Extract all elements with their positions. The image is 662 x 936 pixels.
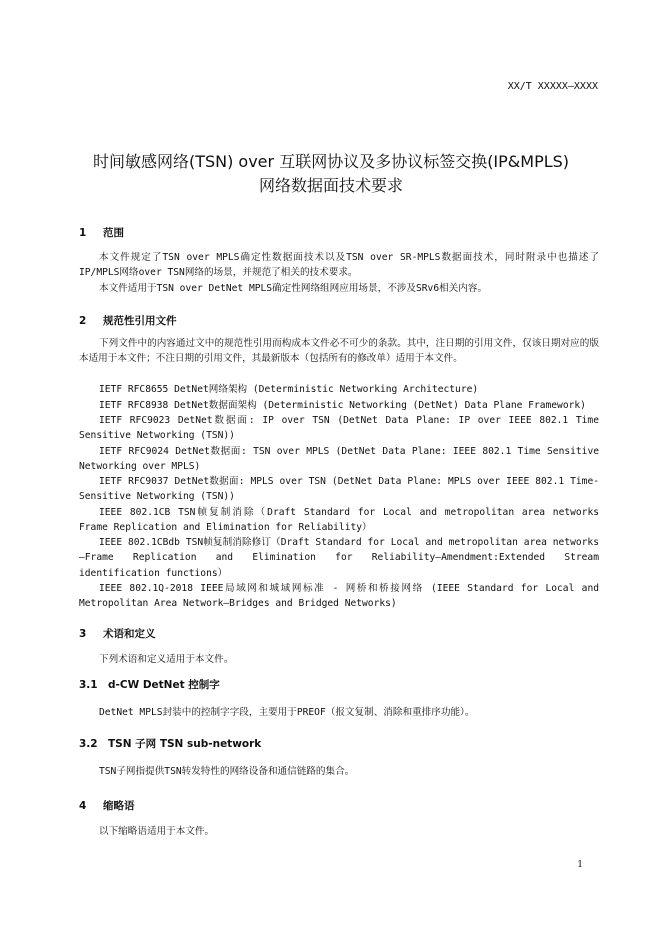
section-number: 3: [79, 628, 87, 640]
section-4-intro: 以下缩略语适用于本文件。: [99, 826, 215, 837]
reference-item: IETF RFC8938 DetNet数据面架构 (Deterministic Networking (DetNet) Data Plane Framework): [99, 400, 586, 411]
reference-item: IETF RFC9037 DetNet数据面: MPLS over TSN (DetNet Data Plane: MPLS over IEEE 802.1 Time-Sensitive Networking (TSN)): [79, 476, 599, 503]
term-title: d-CW DetNet 控制字: [108, 679, 220, 691]
section-number: 4: [79, 800, 87, 812]
section-4-heading: [79, 798, 135, 813]
section-2-intro: 下列文件中的内容通过文中的规范性引用而构成本文件必不可少的条款。其中，注日期的引用文件，仅该日期对应的版本适用于本文件；不注日期的引用文件，其最新版本（包括所有的修改单）适用于本文件。: [79, 338, 599, 365]
reference-item: IETF RFC9023 DetNet数据面: IP over TSN (DetNet Data Plane: IP over IEEE 802.1 Time Sensitive Networking (TSN)): [79, 415, 599, 442]
section-3-intro: 下列术语和定义适用于本文件。: [99, 654, 234, 665]
section-title: 缩略语: [103, 800, 135, 812]
reference-item: IETF RFC8655 DetNet网络架构 (Deterministic Networking Architecture): [99, 384, 479, 395]
term-3-1-heading: [79, 677, 220, 692]
document-title-line-2: 网络数据面技术要求: [258, 176, 403, 195]
section-number: 2: [79, 315, 87, 327]
section-title: 术语和定义: [103, 628, 156, 640]
term-3-1-definition: DetNet MPLS封装中的控制字字段，主要用于PREOF（报文复制、消除和重排序功能）。: [99, 707, 475, 718]
reference-item: IEEE 802.1CB TSN帧复制消除（Draft Standard for Local and metropolitan area networks Frame Replication and Elimination for Reliability）: [79, 507, 599, 534]
term-number: 3.1: [79, 679, 98, 691]
document-title-line-1: 时间敏感网络(TSN) over 互联网协议及多协议标签交换(IP&MPLS): [92, 152, 570, 171]
page-number: 1: [577, 860, 583, 870]
section-1-paragraph-1: 本文件规定了TSN over MPLS确定性数据面技术以及TSN over SR-MPLS数据面技术，同时附录中也描述了IP/MPLS网络over TSN网络的场景，并规范了相关的技术要求。: [79, 252, 599, 279]
section-2-heading: [79, 313, 177, 328]
term-title: TSN 子网 TSN sub-network: [108, 738, 262, 750]
reference-item: IEEE 802.1CBdb TSN帧复制消除修订（Draft Standard for Local and metropolitan area networks —Frame Replication and Elimination for Reliability—Amendment:Extended Stream identification functions）: [79, 537, 599, 579]
term-3-2-definition: TSN子网指提供TSN转发特性的网络设备和通信链路的集合。: [99, 766, 355, 777]
section-title: 范围: [103, 227, 124, 239]
section-number: 1: [79, 227, 87, 239]
section-1-heading: [79, 225, 124, 240]
section-3-heading: [79, 626, 156, 641]
reference-item: IETF RFC9024 DetNet数据面: TSN over MPLS (DetNet Data Plane: IEEE 802.1 Time Sensitive Networking over MPLS): [79, 446, 599, 473]
standard-id: XX/T XXXXX—XXXX: [507, 81, 598, 92]
section-1-paragraph-2: 本文件适用于TSN over DetNet MPLS确定性网络组网应用场景，不涉及SRv6相关内容。: [99, 283, 488, 294]
section-title: 规范性引用文件: [103, 315, 177, 327]
reference-item: IEEE 802.1Q-2018 IEEE局域网和城域网标准 - 网桥和桥接网络 (IEEE Standard for Local and Metropolitan Area Network—Bridges and Bridged Networks): [79, 583, 599, 610]
term-3-2-heading: [79, 736, 261, 751]
term-number: 3.2: [79, 738, 98, 750]
